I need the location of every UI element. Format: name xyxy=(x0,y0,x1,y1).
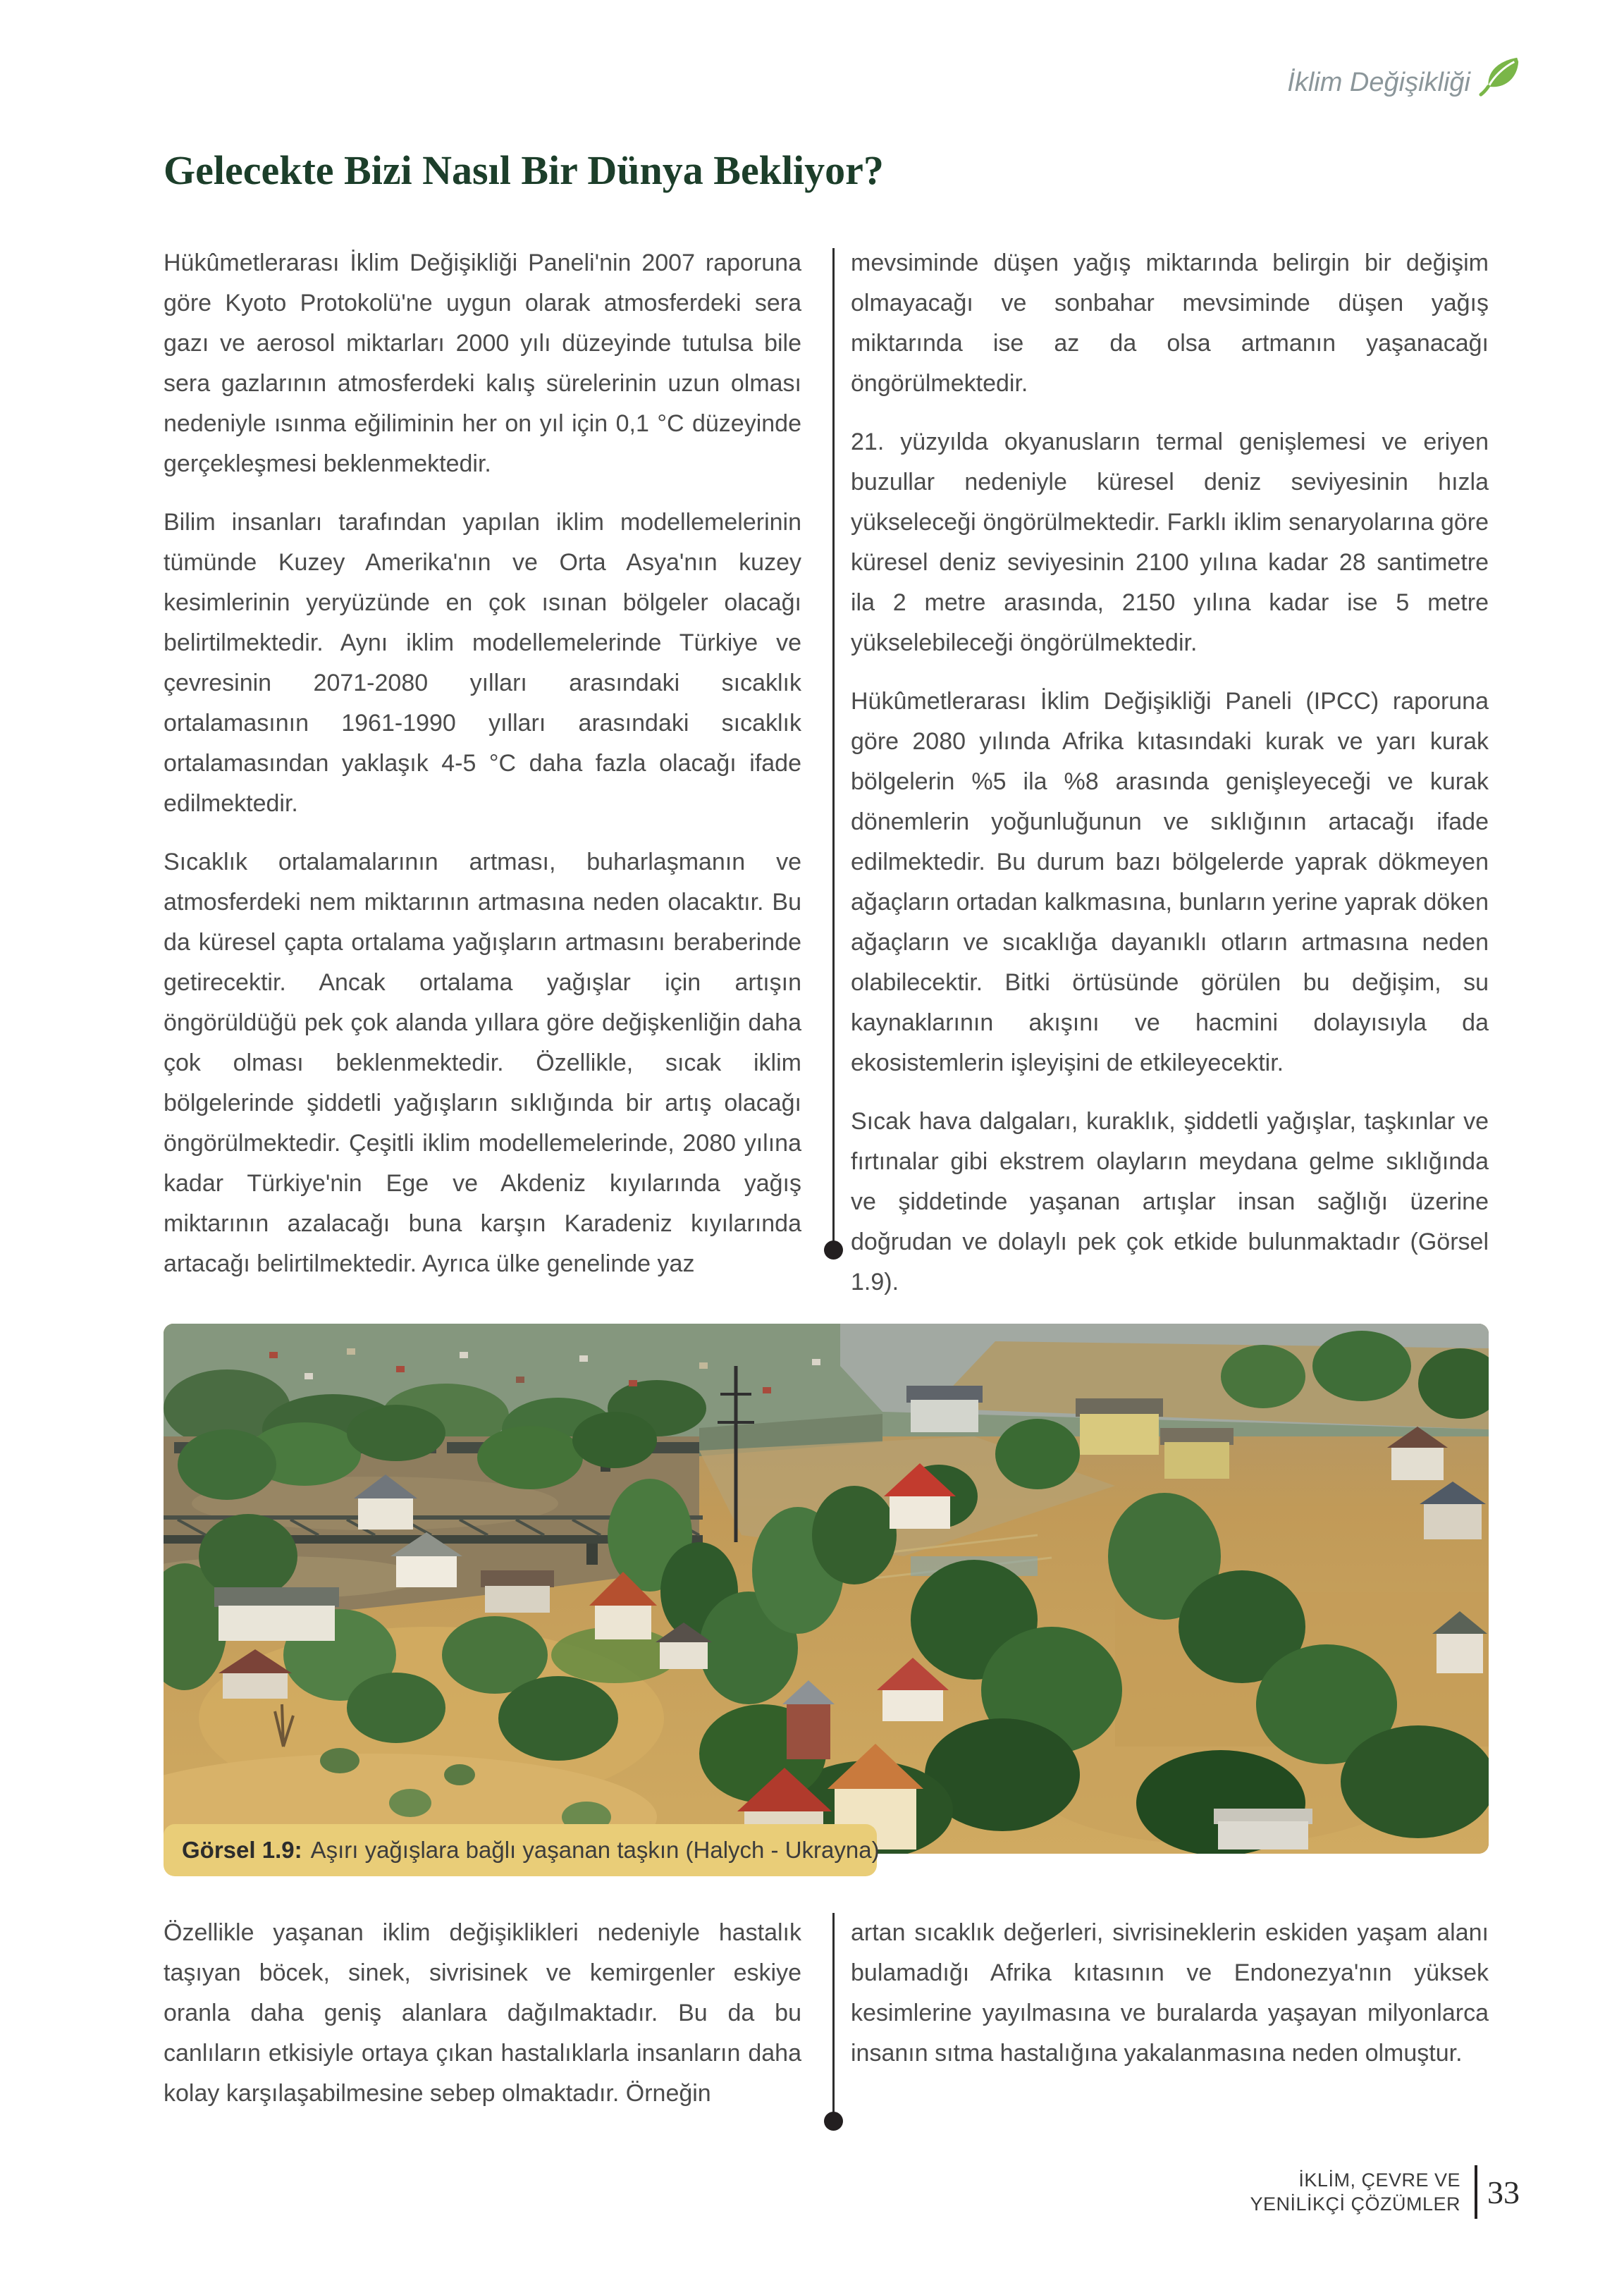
bottom-columns xyxy=(164,1913,1489,2132)
bottom-right-column xyxy=(851,1913,1489,2132)
leaf-icon xyxy=(1479,55,1522,99)
paragraph: Özellikle yaşanan iklim değişiklikleri nedeniyle hastalık taşıyan böcek, sinek, sivrisinek ve kemirgenler eskiye oranla daha geniş alanlara dağılmaktadır. Bu da bu canlıların etkisiyle ortaya çıkan hastalıklarla insanların daha kolay karşılaşabilmesine sebep olmaktadır. Örneğin xyxy=(164,1919,801,2107)
paragraph: mevsiminde düşen yağış miktarında belirgin bir değişim olmayacağı ve sonbahar mevsiminde düşen yağış miktarında ise az da olsa artmanın yaşanacağı öngörülmektedir. xyxy=(851,250,1489,397)
page-title: Gelecekte Bizi Nasıl Bir Dünya Bekliyor? xyxy=(164,147,884,193)
figure-caption-label: Görsel 1.9: xyxy=(182,1837,302,1863)
column-divider xyxy=(832,1913,835,2114)
flood-photo-image xyxy=(164,1324,1489,1854)
paragraph: Sıcaklık ortalamalarının artması, buharlaşmanın ve atmosferdeki nem miktarının artmasına neden olacaktır. Bu da küresel çapta ortalama yağışların artmasını beraberinde getirecektir. Ancak ortalama yağışlar için artışın öngörüldüğü pek çok alanda yıllara göre değişkenliğin daha çok olması beklenmektedir. Özellikle, sıcak iklim bölgelerinde şiddetli yağışların sıklığında bir artış olacağı öngörülmektedir. Çeşitli iklim modellemelerinde, 2080 yılına kadar Türkiye'nin Ege ve Akdeniz kıyılarında yağış miktarının azalacağı buna karşın Karadeniz kıyılarında artacağı belirtilmektedir. Ayrıca ülke genelinde yaz xyxy=(164,849,801,1277)
footer-book-title-line2: YENİLİKÇİ ÇÖZÜMLER xyxy=(1250,2193,1460,2215)
paragraph: artan sıcaklık değerleri, sivrisineklerin eskiden yaşam alanı bulamadığı Afrika kıtasının ve Endonezya'nın yüksek kesimlerine yayılmasına ve buralarda yaşayan milyonlarca insanın sıtma hastalığına yakalanmasına neden olmuştur. xyxy=(851,1919,1489,2067)
section-label: İklim Değişikliği xyxy=(1287,67,1470,97)
column-divider xyxy=(832,248,835,1243)
figure-caption xyxy=(164,1824,880,1876)
page-footer xyxy=(1250,2165,1520,2219)
paragraph: Hükûmetlerarası İklim Değişikliği Paneli (IPCC) raporuna göre 2080 yılında Afrika kıtasındaki kurak ve yarı kurak bölgelerin %5 ila %8 arasında genişleyeceği ve kurak dönemlerin yoğunluğunun ve sıklığının artacağı ifade edilmektedir. Bu durum bazı bölgelerde yaprak dökmeyen ağaçların ortadan kalkmasına, bunların yerine yaprak döken ağaçların ve sıcaklığa dayanıklı otların artmasına neden olabilecektir. Bitki örtüsünde görülen bu değişim, su kaynaklarının akışını ve hacmini dolayısıyla da ekosistemlerin işleyişini de etkileyecektir. xyxy=(851,688,1489,1076)
footer-divider xyxy=(1475,2165,1477,2219)
top-left-column xyxy=(164,243,801,1321)
paragraph: Sıcak hava dalgaları, kuraklık, şiddetli yağışlar, taşkınlar ve fırtınalar gibi ekstrem olayların meydana gelme sıklığında ve şiddetinde yaşanan artışlar insan sağlığı üzerine doğrudan ve dolaylı pek çok etkide bulunmaktadır (Görsel 1.9). xyxy=(851,1108,1489,1295)
footer-book-title-line1: İKLİM, ÇEVRE VE xyxy=(1298,2169,1460,2191)
column-divider-dot xyxy=(824,2112,843,2131)
column-divider-dot xyxy=(824,1241,843,1260)
figure-caption-text: Aşırı yağışlara bağlı yaşanan taşkın (Halych - Ukrayna) xyxy=(310,1837,880,1863)
paragraph: 21. yüzyılda okyanusların termal genişlemesi ve eriyen buzullar nedeniyle küresel deniz seviyesinin hızla yükseleceği öngörülmektedir. Farklı iklim senaryolarına göre küresel deniz seviyesinin 2100 yılına kadar 28 santimetre ila 2 metre arasında, 2150 yılına kadar ise 5 metre yükselebileceği öngörülmektedir. xyxy=(851,429,1489,656)
top-right-column xyxy=(851,243,1489,1321)
paragraph: Hükûmetlerarası İklim Değişikliği Paneli'nin 2007 raporuna göre Kyoto Protokolü'ne uygun olarak atmosferdeki sera gazı ve aerosol miktarları 2000 yılı düzeyinde tutulsa bile sera gazlarının atmosferdeki kalış sürelerinin uzun olması nedeniyle ısınma eğiliminin her on yıl için 0,1 °C düzeyinde gerçekleşmesi beklenmektedir. xyxy=(164,250,801,477)
footer-book-title xyxy=(1250,2168,1460,2216)
page-header xyxy=(1287,66,1522,99)
bottom-left-column xyxy=(164,1913,801,2132)
top-columns xyxy=(164,243,1489,1321)
paragraph: Bilim insanları tarafından yapılan iklim modellemelerinin tümünde Kuzey Amerika'nın ve Orta Asya'nın kuzey kesimlerinin yeryüzünde en çok ısınan bölgeler olacağı belirtilmektedir. Aynı iklim modellemelerinde Türkiye ve çevresinin 2071-2080 yılları arasındaki sıcaklık ortalamasının 1961-1990 yılları arasındaki sıcaklık ortalamasından yaklaşık 4-5 °C daha fazla olacağı ifade edilmektedir. xyxy=(164,509,801,817)
page-number: 33 xyxy=(1487,2174,1520,2210)
